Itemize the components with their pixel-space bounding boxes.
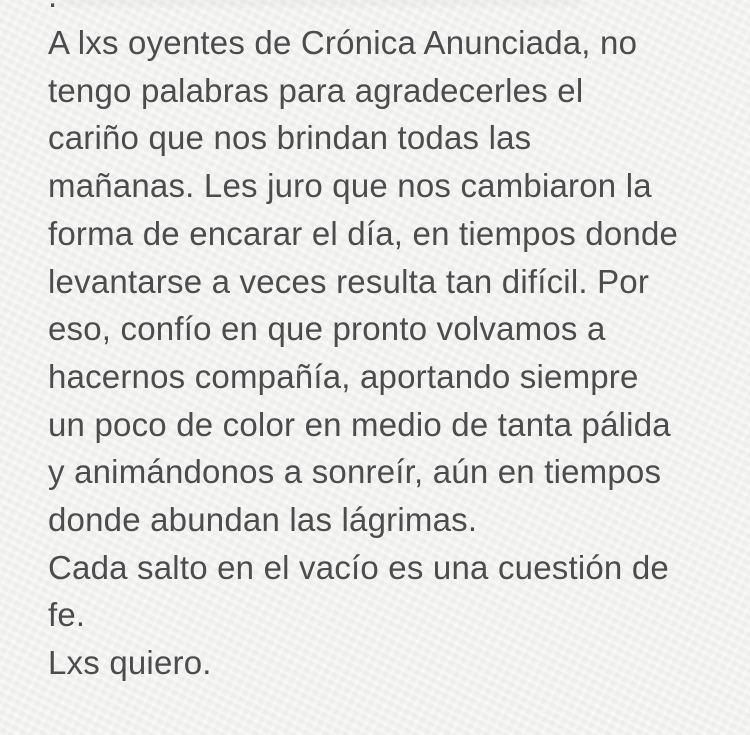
- cropped-line-period: [48, 0, 57, 20]
- note-line: mañanas. Les juro que nos cambiaron la: [48, 167, 652, 205]
- note-line: eso, confío en que pronto volvamos a: [48, 310, 606, 348]
- note-line: donde abundan las lágrimas.: [48, 501, 478, 539]
- note-text-block: [48, 19, 740, 687]
- note-line: Lxs quiero.: [48, 644, 212, 682]
- note-line: cariño que nos brindan todas las: [48, 119, 532, 157]
- note-line: un poco de color en medio de tanta pálida: [48, 405, 671, 443]
- note-line: y animándonos a sonreír, aún en tiempos: [48, 453, 662, 491]
- cropped-previous-line-ghost: [60, 0, 580, 8]
- note-line: forma de encarar el día, en tiempos donde: [48, 214, 679, 252]
- note-line: fe.: [48, 596, 86, 634]
- note-line: Cada salto en el vacío es una cuestión de: [48, 548, 669, 586]
- note-line: hacernos compañía, aportando siempre: [48, 357, 639, 395]
- note-line: tengo palabras para agradecerles el: [48, 71, 584, 109]
- note-line: A lxs oyentes de Crónica Anunciada, no: [48, 24, 638, 61]
- note-line: levantarse a veces resulta tan difícil. Por: [48, 262, 650, 300]
